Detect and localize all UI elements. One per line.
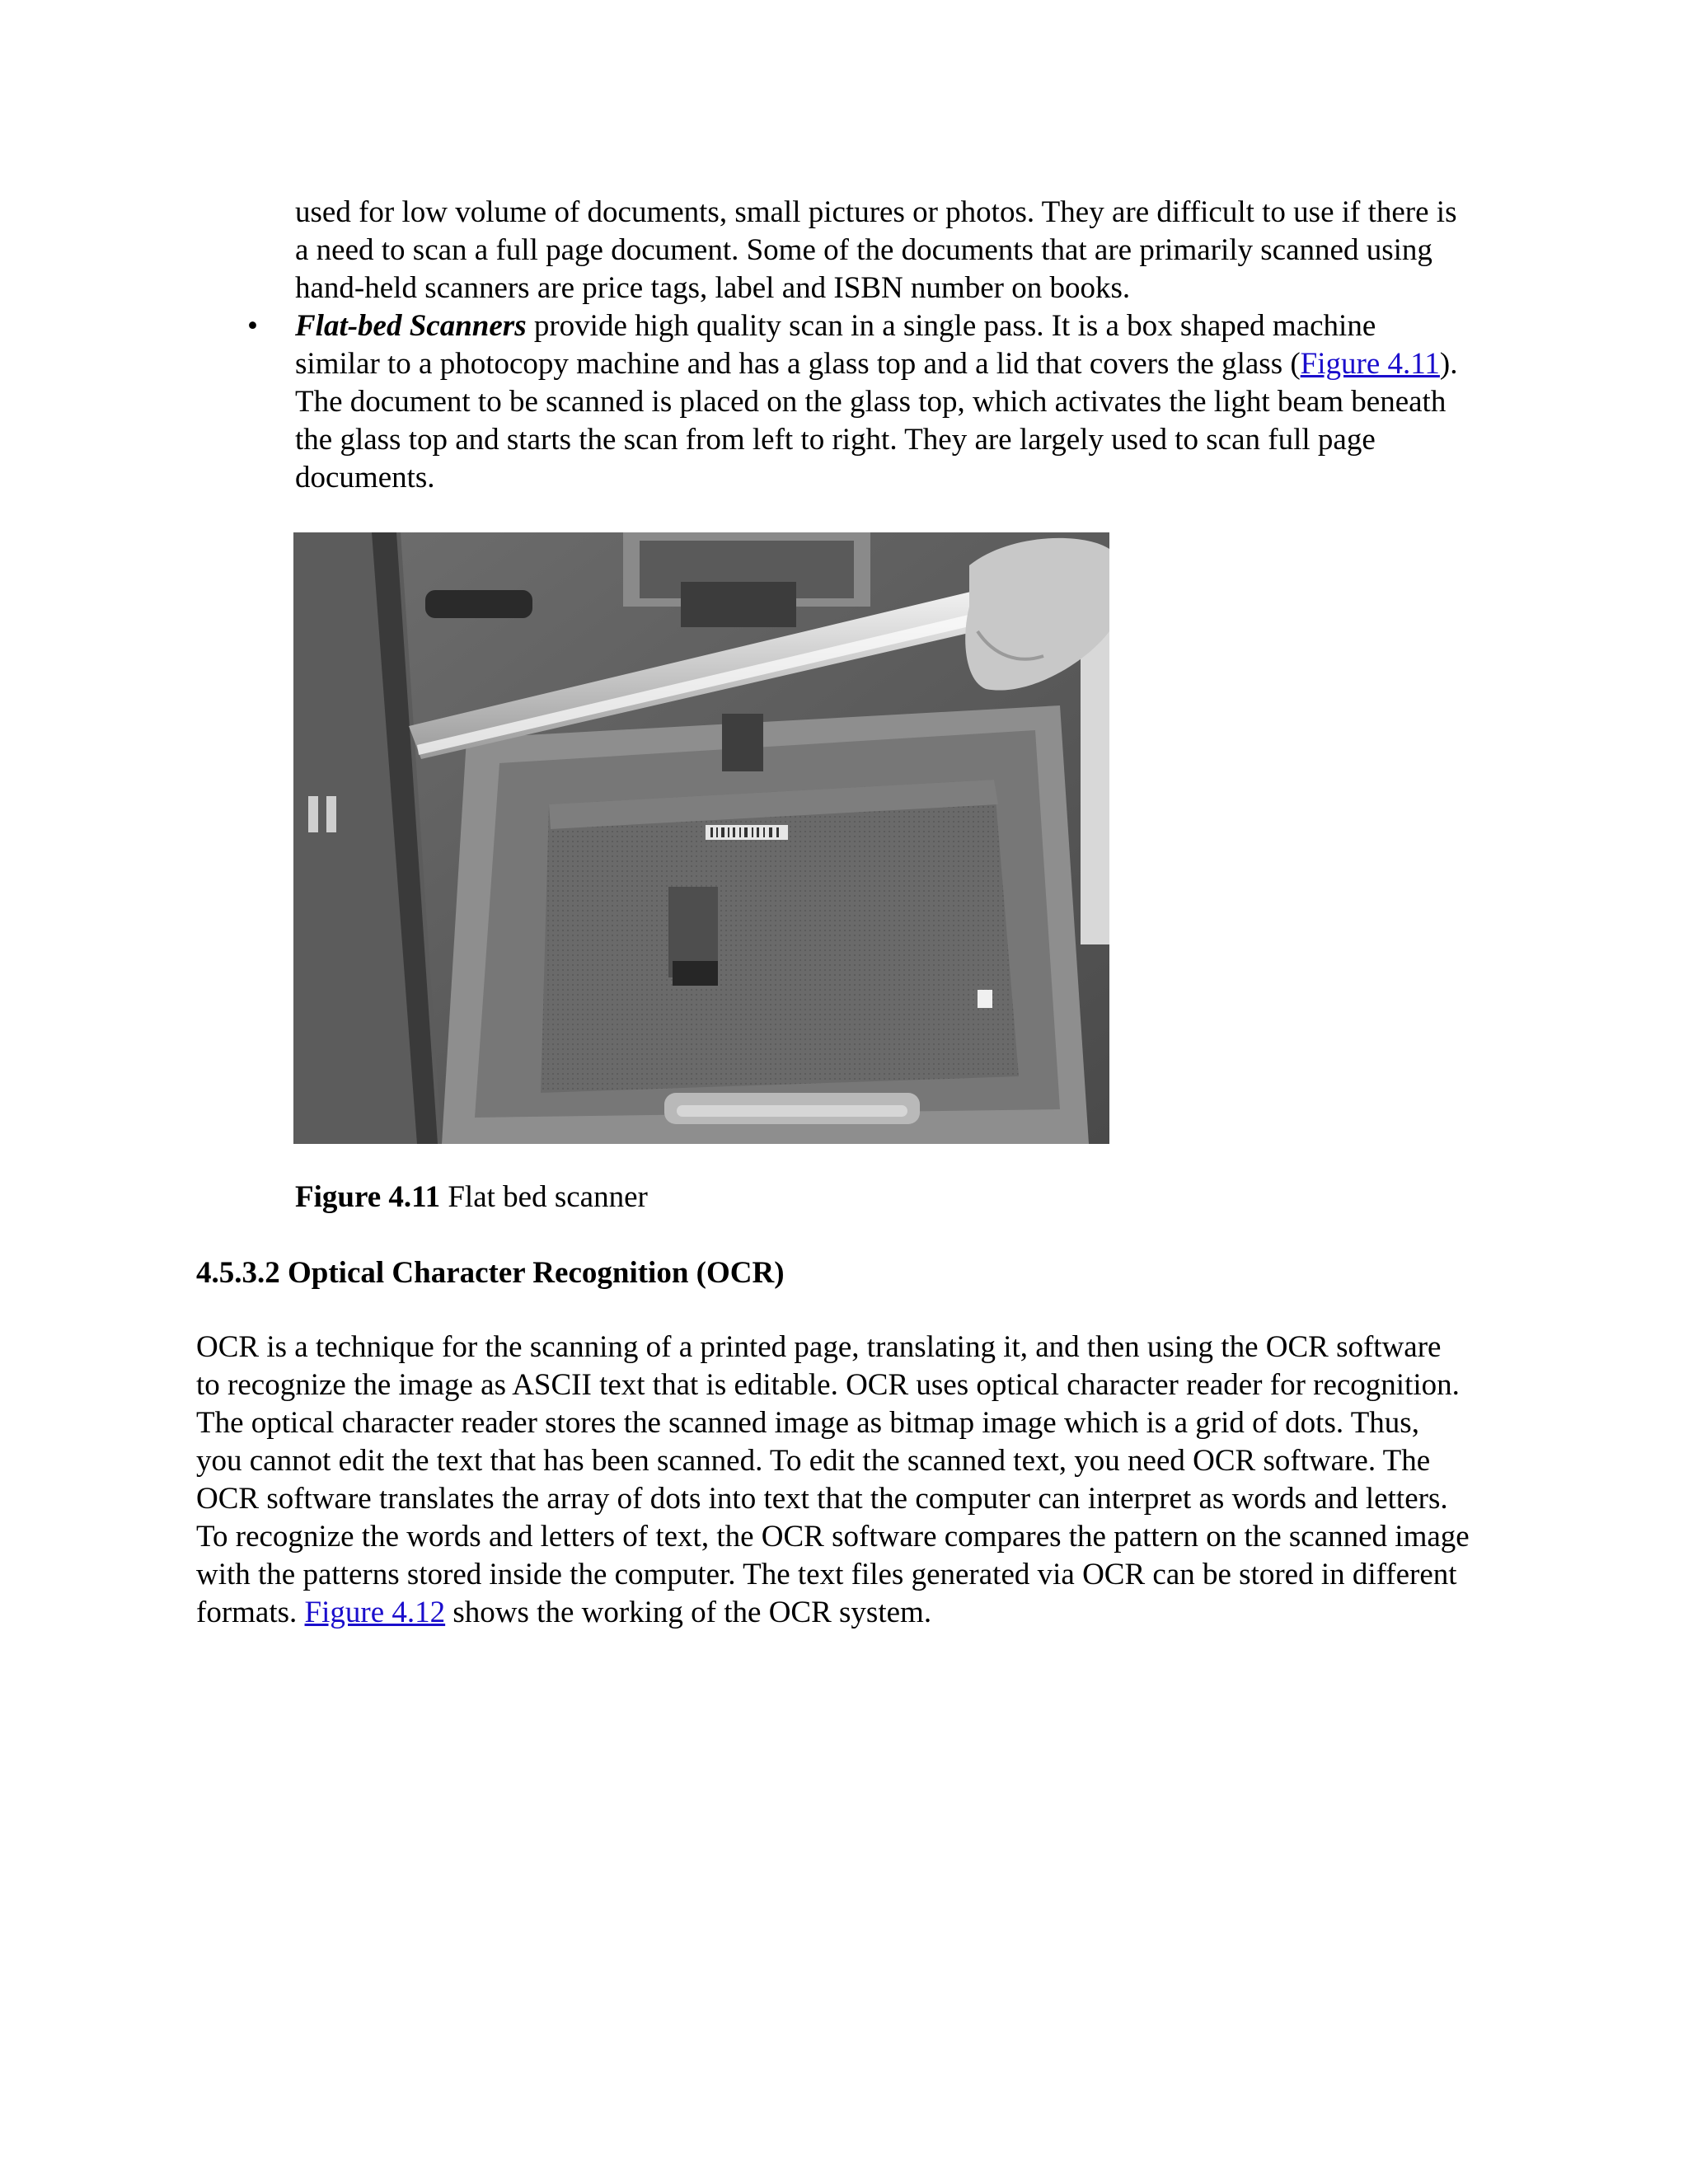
figure-4-12-link[interactable]: Figure 4.12 — [304, 1596, 446, 1629]
flatbed-scanner-photo — [293, 532, 1109, 1144]
continuation-text: used for low volume of documents, small pictures or photos. They are difficult to use if there is a need to scan a full page document. Some of the documents that are primarily scanned using hand-held scanners are price tags, label and ISBN number on books. — [295, 195, 1457, 305]
bullet-body — [295, 307, 1465, 497]
bullet-term: Flat-bed Scanners — [295, 309, 527, 343]
figure-label: Figure 4.11 — [295, 1180, 441, 1214]
bullet-marker: • — [247, 309, 258, 343]
bullet-text-1: provide high quality scan in a single pass. It is a box shaped machine similar to a photocopy machine and has a glass top and a lid that covers the glass ( — [295, 309, 1376, 381]
figure-caption-text: Flat bed scanner — [440, 1180, 648, 1214]
continuation-paragraph — [295, 194, 1465, 307]
bullet-text-2: ). The document to be scanned is placed on the glass top, which activates the light beam beneath the glass top and starts the scan from left to right. They are largely used to scan full page documents. — [295, 347, 1458, 494]
scanner-photo-svg — [293, 532, 1109, 1144]
ocr-paragraph-text-1: OCR is a technique for the scanning of a printed page, translating it, and then using the OCR software to recognize the image as ASCII text that is editable. OCR uses optical character reader for recognition. The optical character reader stores the scanned image as bitmap image which is a grid of dots. Thus, you cannot edit the text that has been scanned. To edit the scanned text, you need OCR software. The OCR software translates the array of dots into text that the computer can interpret as words and letters. To recognize the words and letters of text, the OCR software compares the pattern on the scanned image with the patterns stored inside the computer. The text files generated via OCR can be stored in different formats. — [196, 1330, 1470, 1629]
ocr-paragraph — [196, 1329, 1472, 1632]
figure-caption — [295, 1179, 648, 1216]
figure-4-11-link[interactable]: Figure 4.11 — [1300, 347, 1440, 381]
section-heading: 4.5.3.2 Optical Character Recognition (OCR) — [196, 1256, 785, 1290]
ocr-paragraph-text-2: shows the working of the OCR system. — [445, 1596, 932, 1629]
